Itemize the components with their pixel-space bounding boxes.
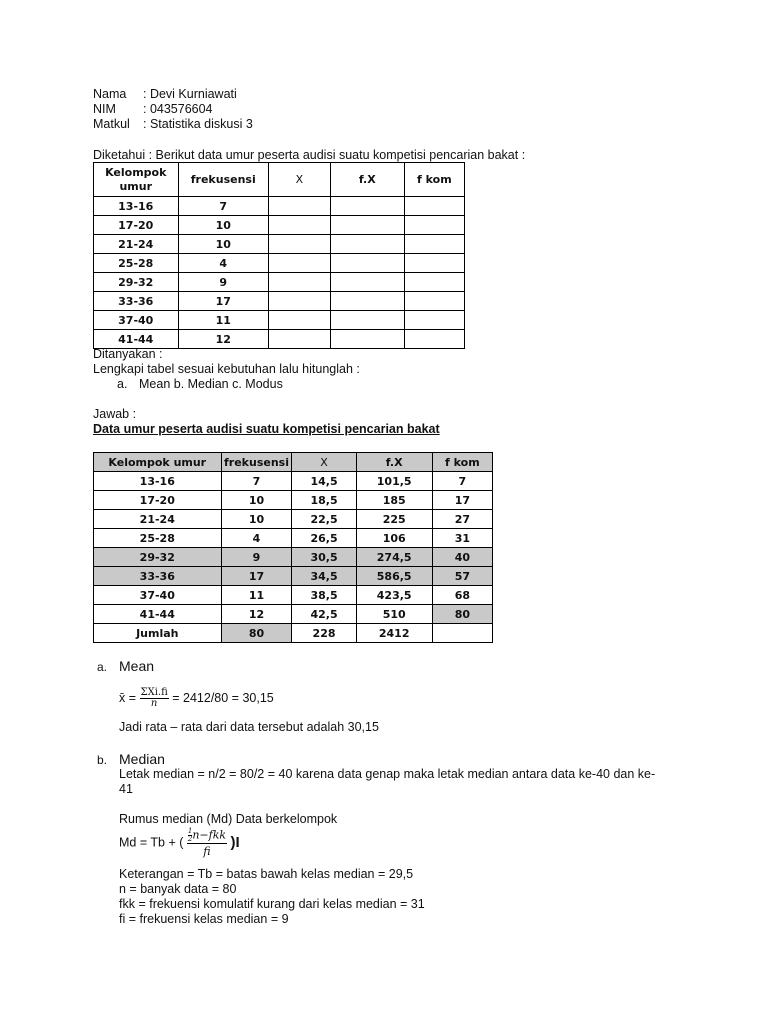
cell: 10 xyxy=(178,235,268,254)
answer-table xyxy=(93,452,493,643)
cell: 7 xyxy=(178,197,268,216)
mean-fraction xyxy=(140,688,169,709)
section-heading: Median xyxy=(119,751,165,767)
cell: 9 xyxy=(221,548,292,567)
list-marker: a. xyxy=(97,660,108,674)
col-header: X xyxy=(268,163,330,197)
cell: 80 xyxy=(221,624,292,643)
half-num: 1 xyxy=(187,827,193,835)
mean-section-heading xyxy=(97,658,154,674)
cell: 29-32 xyxy=(94,548,222,567)
identity-label: Nama xyxy=(93,87,127,101)
lengkapi-text: Lengkapi tabel sesuai kebutuhan lalu hitunglah : xyxy=(93,362,360,376)
median-note: fkk = frekuensi komulatif kurang dari kelas median = 31 xyxy=(119,897,425,911)
cell: 40 xyxy=(432,548,492,567)
median-position-line-2: 41 xyxy=(119,782,133,796)
table-row xyxy=(94,216,465,235)
cell: 33-36 xyxy=(94,292,179,311)
table-row xyxy=(94,235,465,254)
md-lhs: Md = Tb + ( xyxy=(119,835,184,850)
median-fraction xyxy=(187,828,227,857)
cell: 41-44 xyxy=(94,330,179,349)
table-title: Data umur peserta audisi suatu kompetisi pencarian bakat xyxy=(93,422,440,436)
cell: 21-24 xyxy=(94,510,222,529)
col-header: frekusensi xyxy=(178,163,268,197)
median-note: n = banyak data = 80 xyxy=(119,882,237,896)
cell: 38,5 xyxy=(292,586,356,605)
cell: 17 xyxy=(178,292,268,311)
question-table xyxy=(93,162,465,349)
table-total-row xyxy=(94,624,493,643)
identity-nama xyxy=(93,87,237,101)
cell: 225 xyxy=(356,510,432,529)
cell xyxy=(432,624,492,643)
cell: 2412 xyxy=(356,624,432,643)
table-row xyxy=(94,254,465,273)
col-header: f.X xyxy=(330,163,404,197)
table-row xyxy=(94,529,493,548)
cell: 274,5 xyxy=(356,548,432,567)
cell: 9 xyxy=(178,273,268,292)
median-note: Keterangan = Tb = batas bawah kelas median = 29,5 xyxy=(119,867,414,881)
cell: 106 xyxy=(356,529,432,548)
identity-label: Matkul xyxy=(93,117,130,131)
cell: 10 xyxy=(221,491,292,510)
section-heading: Mean xyxy=(119,658,155,674)
cell: 68 xyxy=(432,586,492,605)
cell: 7 xyxy=(221,472,292,491)
table-row xyxy=(94,292,465,311)
cell: 12 xyxy=(221,605,292,624)
jawab-text: Jawab : xyxy=(93,407,137,421)
diketahui-text: Diketahui : Berikut data umur peserta audisi suatu kompetisi pencarian bakat : xyxy=(93,148,526,162)
mean-formula xyxy=(119,688,274,709)
ditanyakan-text: Ditanyakan : xyxy=(93,347,163,361)
col-header: f kom xyxy=(432,453,492,472)
cell: 14,5 xyxy=(292,472,356,491)
cell: 80 xyxy=(432,605,492,624)
cell: 27 xyxy=(432,510,492,529)
median-rumus: Rumus median (Md) Data berkelompok xyxy=(119,812,338,826)
cell: 22,5 xyxy=(292,510,356,529)
cell: 10 xyxy=(178,216,268,235)
cell: 185 xyxy=(356,491,432,510)
table-row xyxy=(94,311,465,330)
cell: 29-32 xyxy=(94,273,179,292)
table-row xyxy=(94,273,465,292)
median-note: fi = frekuensi kelas median = 9 xyxy=(119,912,289,926)
mean-conclusion: Jadi rata – rata dari data tersebut adalah 30,15 xyxy=(119,720,379,734)
median-position-line: Letak median = n/2 = 80/2 = 40 karena data genap maka letak median antara data ke-40 dan ke- xyxy=(119,767,656,781)
cell: 31 xyxy=(432,529,492,548)
identity-value: : Devi Kurniawati xyxy=(143,87,237,101)
identity-value: : Statistika diskusi 3 xyxy=(143,117,253,131)
cell: 41-44 xyxy=(94,605,222,624)
table-row-median-class xyxy=(94,548,493,567)
cell: 11 xyxy=(178,311,268,330)
cell: 17-20 xyxy=(94,216,179,235)
table-row-modus-class xyxy=(94,567,493,586)
cell: 57 xyxy=(432,567,492,586)
cell: 11 xyxy=(221,586,292,605)
table-row xyxy=(94,472,493,491)
cell: 12 xyxy=(178,330,268,349)
cell: 17 xyxy=(221,567,292,586)
cell: 423,5 xyxy=(356,586,432,605)
cell: 510 xyxy=(356,605,432,624)
cell: 33-36 xyxy=(94,567,222,586)
cell: 25-28 xyxy=(94,529,222,548)
cell: 17-20 xyxy=(94,491,222,510)
list-text: Mean b. Median c. Modus xyxy=(139,377,283,391)
table-row xyxy=(94,197,465,216)
cell: 101,5 xyxy=(356,472,432,491)
cell: 21-24 xyxy=(94,235,179,254)
col-header: X xyxy=(292,453,356,472)
cell: 13-16 xyxy=(94,472,222,491)
col-header: Kelompok umur xyxy=(94,453,222,472)
md-rhs: )I xyxy=(230,834,240,851)
cell: 586,5 xyxy=(356,567,432,586)
cell: 228 xyxy=(292,624,356,643)
table-row xyxy=(94,586,493,605)
cell: 34,5 xyxy=(292,567,356,586)
identity-label: NIM xyxy=(93,102,116,116)
list-item-a xyxy=(117,377,283,391)
mean-symbol: x̄ = xyxy=(119,690,137,705)
fraction-denominator: fi xyxy=(203,845,211,858)
median-formula xyxy=(119,828,240,868)
fraction-numerator: ΣXi.fi xyxy=(140,687,168,698)
col-header: Kelompok umur xyxy=(94,163,179,197)
col-header: f kom xyxy=(404,163,464,197)
identity-matkul xyxy=(93,117,253,131)
identity-value: : 043576604 xyxy=(143,102,213,116)
table-row xyxy=(94,330,465,349)
table-row xyxy=(94,510,493,529)
col-header: f.X xyxy=(356,453,432,472)
cell: 26,5 xyxy=(292,529,356,548)
fraction-numerator xyxy=(187,828,227,844)
cell: 7 xyxy=(432,472,492,491)
cell: 4 xyxy=(178,254,268,273)
list-marker: a. xyxy=(117,377,128,391)
fraction-denominator: n xyxy=(150,698,158,709)
mean-result: = 2412/80 = 30,15 xyxy=(172,690,274,705)
cell: 37-40 xyxy=(94,311,179,330)
median-section-heading xyxy=(97,751,165,767)
table-row xyxy=(94,491,493,510)
cell: 30,5 xyxy=(292,548,356,567)
cell: 25-28 xyxy=(94,254,179,273)
cell: 17 xyxy=(432,491,492,510)
table-row xyxy=(94,605,493,624)
cell: 4 xyxy=(221,529,292,548)
cell: Jumlah xyxy=(94,624,222,643)
cell: 10 xyxy=(221,510,292,529)
half-den: 2 xyxy=(187,835,193,843)
cell: 42,5 xyxy=(292,605,356,624)
cell: 13-16 xyxy=(94,197,179,216)
col-header: frekusensi xyxy=(221,453,292,472)
identity-nim xyxy=(93,102,213,116)
cell: 37-40 xyxy=(94,586,222,605)
list-marker: b. xyxy=(97,753,108,767)
numerator-text: n−fkk xyxy=(192,828,227,842)
cell: 18,5 xyxy=(292,491,356,510)
